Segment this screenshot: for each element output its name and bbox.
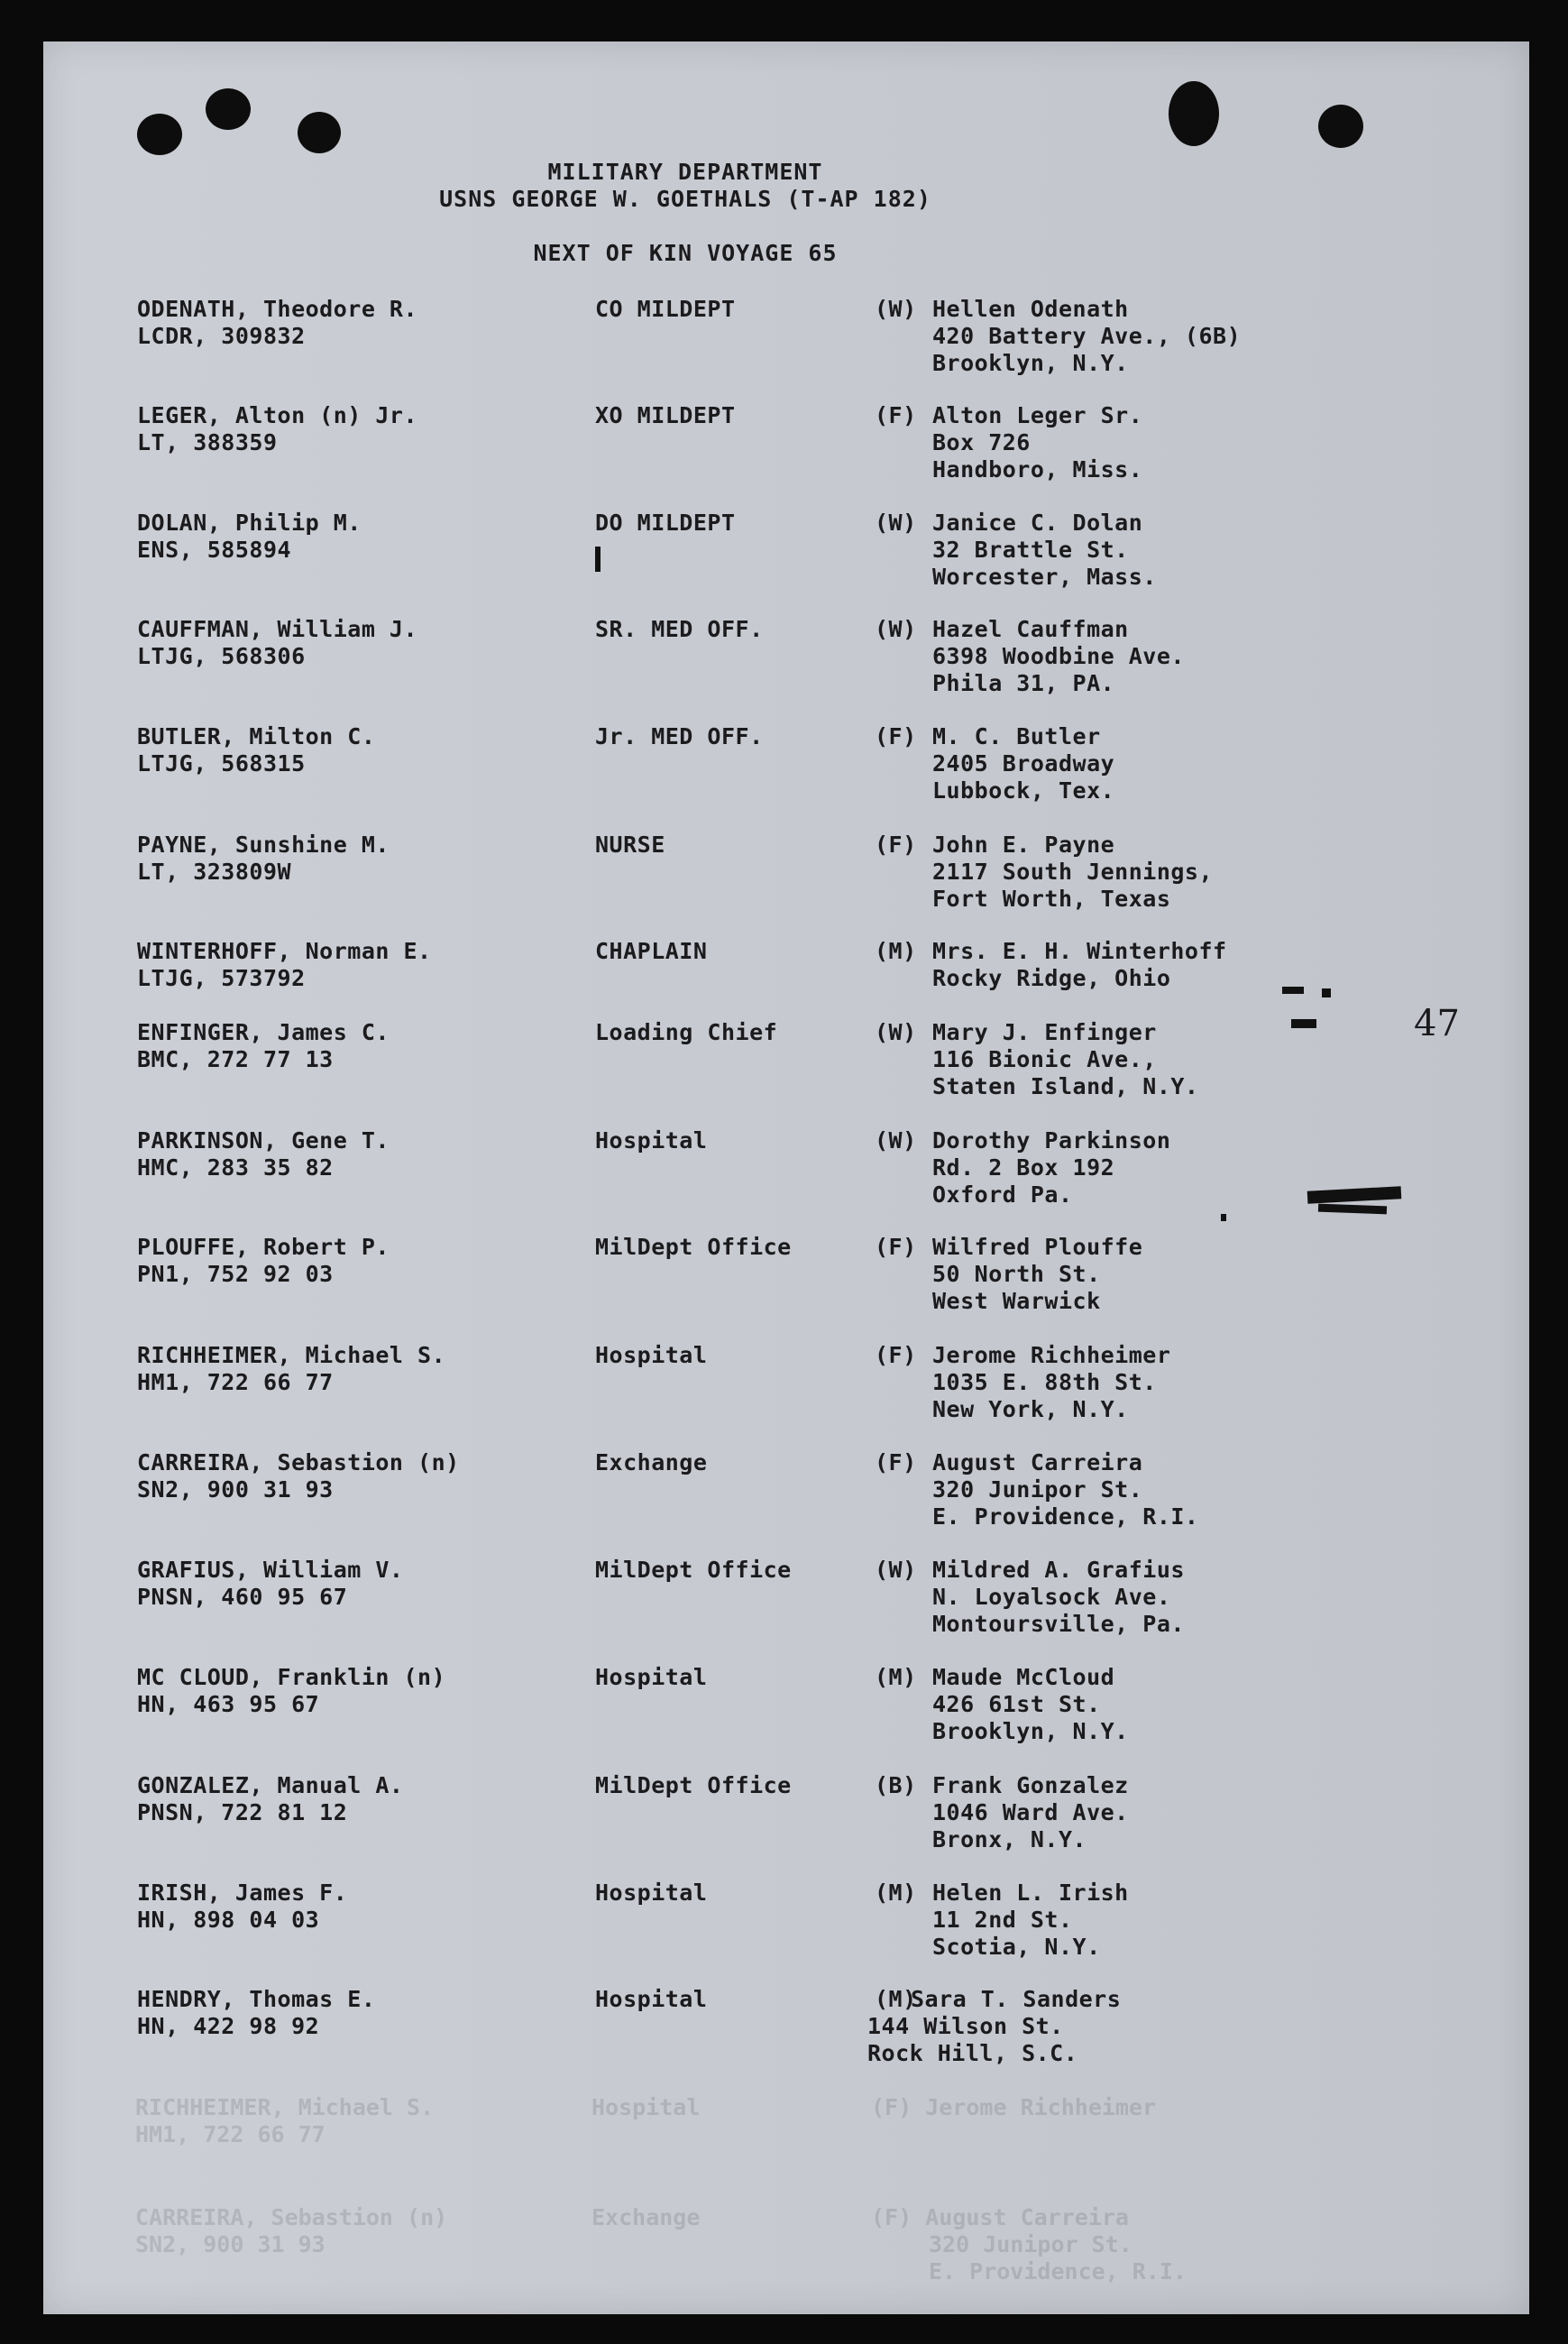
kin-address: 2405 Broadway — [932, 750, 1115, 777]
kin-name: Helen L. Irish — [932, 1880, 1129, 1906]
kin-name: Hellen Odenath — [932, 296, 1129, 322]
relation-code: (W) — [875, 616, 917, 642]
ink-mark — [595, 547, 601, 572]
member-rank: BMC, 272 77 13 — [137, 1046, 334, 1072]
kin-name: Janice C. Dolan — [932, 510, 1143, 536]
kin-city: Montoursville, Pa. — [932, 1611, 1185, 1637]
relation-code: (W) — [875, 1127, 917, 1154]
relation-code: (F) — [875, 402, 917, 428]
member-role: Hospital — [595, 1880, 708, 1906]
member-name: ENFINGER, James C. — [137, 1019, 390, 1045]
member-role: CHAPLAIN — [595, 938, 708, 964]
header-voyage: NEXT OF KIN VOYAGE 65 — [533, 240, 838, 266]
record-row — [0, 1986, 1568, 2076]
kin-address: 426 61st St. — [932, 1691, 1101, 1717]
kin-address: 1046 Ward Ave. — [932, 1799, 1129, 1825]
kin-address: 50 North St. — [932, 1261, 1101, 1287]
relation-code: (F) — [875, 1342, 917, 1368]
punch-hole — [137, 114, 182, 155]
member-name: GONZALEZ, Manual A. — [137, 1772, 404, 1798]
kin-city: Lubbock, Tex. — [932, 777, 1115, 804]
bleed-through-text: SN2, 900 31 93 — [135, 2231, 326, 2257]
kin-address: 116 Bionic Ave., — [932, 1046, 1157, 1072]
member-role: Jr. MED OFF. — [595, 723, 764, 749]
kin-name: Dorothy Parkinson — [932, 1127, 1171, 1154]
kin-address: Rd. 2 Box 192 — [932, 1154, 1115, 1181]
kin-city: West Warwick — [932, 1288, 1101, 1314]
kin-city: Bronx, N.Y. — [932, 1826, 1087, 1852]
record-row — [0, 1772, 1568, 1862]
member-role: MilDept Office — [595, 1557, 792, 1583]
kin-address: Box 726 — [932, 429, 1031, 455]
member-role: XO MILDEPT — [595, 402, 736, 428]
relation-code: (M) — [875, 938, 917, 964]
member-name: WINTERHOFF, Norman E. — [137, 938, 432, 964]
member-name: PLOUFFE, Robert P. — [137, 1234, 390, 1260]
bleed-through-text: Hospital — [591, 2094, 701, 2120]
kin-name: Mildred A. Grafius — [932, 1557, 1185, 1583]
record-row — [0, 1449, 1568, 1540]
relation-code: (W) — [875, 296, 917, 322]
kin-name: Hazel Cauffman — [932, 616, 1129, 642]
kin-address: 1035 E. 88th St. — [932, 1369, 1157, 1395]
member-role: Loading Chief — [595, 1019, 778, 1045]
member-name: IRISH, James F. — [137, 1880, 348, 1906]
kin-address: 320 Junipor St. — [932, 1476, 1143, 1503]
kin-address: 11 2nd St. — [932, 1907, 1073, 1933]
kin-city: Brooklyn, N.Y. — [932, 350, 1129, 376]
member-rank: LTJG, 573792 — [137, 965, 306, 991]
member-name: DOLAN, Philip M. — [137, 510, 362, 536]
member-name: LEGER, Alton (n) Jr. — [137, 402, 418, 428]
kin-address: 32 Brattle St. — [932, 537, 1129, 563]
bleed-through-text: RICHHEIMER, Michael S. — [135, 2094, 435, 2120]
kin-name: Maude McCloud — [932, 1664, 1115, 1690]
kin-city: New York, N.Y. — [932, 1396, 1129, 1422]
member-role: Hospital — [595, 1127, 708, 1154]
record-row — [0, 296, 1568, 386]
kin-city: Oxford Pa. — [932, 1181, 1073, 1208]
bleed-through-text: E. Providence, R.I. — [929, 2258, 1187, 2284]
kin-city: Phila 31, PA. — [932, 670, 1115, 696]
ink-mark — [1221, 1214, 1226, 1221]
ink-mark — [1322, 988, 1331, 997]
member-rank: PNSN, 722 81 12 — [137, 1799, 348, 1825]
record-row — [0, 510, 1568, 600]
kin-city: Worcester, Mass. — [932, 564, 1157, 590]
punch-hole — [1318, 105, 1363, 148]
kin-city: Fort Worth, Texas — [932, 886, 1171, 912]
member-name: HENDRY, Thomas E. — [137, 1986, 376, 2012]
member-rank: LCDR, 309832 — [137, 323, 306, 349]
record-row — [0, 938, 1568, 1028]
kin-name: Sara T. Sanders — [911, 1986, 1122, 2012]
bleed-through-text: Exchange — [591, 2204, 701, 2230]
member-rank: PNSN, 460 95 67 — [137, 1584, 348, 1610]
relation-code: (F) — [875, 832, 917, 858]
kin-address: 2117 South Jennings, — [932, 859, 1214, 885]
record-row — [0, 616, 1568, 706]
member-role: Hospital — [595, 1342, 708, 1368]
record-row — [0, 402, 1568, 492]
member-rank: LT, 323809W — [137, 859, 292, 885]
kin-city: Rock Hill, S.C. — [867, 2040, 1078, 2066]
member-rank: LT, 388359 — [137, 429, 278, 455]
member-role: NURSE — [595, 832, 665, 858]
kin-name: Jerome Richheimer — [932, 1342, 1171, 1368]
member-rank: ENS, 585894 — [137, 537, 292, 563]
kin-city: E. Providence, R.I. — [932, 1503, 1199, 1530]
member-role: MilDept Office — [595, 1772, 792, 1798]
kin-address: Rocky Ridge, Ohio — [932, 965, 1171, 991]
member-rank: HN, 422 98 92 — [137, 2013, 320, 2039]
record-row — [0, 1019, 1568, 1109]
member-rank: LTJG, 568315 — [137, 750, 306, 777]
relation-code: (F) — [875, 1234, 917, 1260]
relation-code: (M) — [875, 1664, 917, 1690]
member-name: ODENATH, Theodore R. — [137, 296, 418, 322]
member-name: MC CLOUD, Franklin (n) — [137, 1664, 446, 1690]
member-role: Hospital — [595, 1664, 708, 1690]
member-name: CARREIRA, Sebastion (n) — [137, 1449, 460, 1475]
page-number: 47 — [1414, 1003, 1460, 1044]
member-role: SR. MED OFF. — [595, 616, 764, 642]
punch-hole — [206, 88, 251, 130]
relation-code: (W) — [875, 1019, 917, 1045]
bleed-through-text: (F) August Carreira — [871, 2204, 1129, 2230]
member-rank: HN, 898 04 03 — [137, 1907, 320, 1933]
bleed-through-text: CARREIRA, Sebastion (n) — [135, 2204, 448, 2230]
kin-address: 144 Wilson St. — [867, 2013, 1064, 2039]
ink-mark — [1291, 1019, 1316, 1028]
kin-name: Frank Gonzalez — [932, 1772, 1129, 1798]
kin-name: Wilfred Plouffe — [932, 1234, 1143, 1260]
relation-code: (M) — [875, 1986, 917, 2012]
kin-city: Staten Island, N.Y. — [932, 1073, 1199, 1099]
relation-code: (M) — [875, 1880, 917, 1906]
kin-city: Brooklyn, N.Y. — [932, 1718, 1129, 1744]
kin-name: August Carreira — [932, 1449, 1143, 1475]
header-ship: USNS GEORGE W. GOETHALS (T-AP 182) — [439, 186, 931, 212]
header-department: MILITARY DEPARTMENT — [547, 159, 823, 185]
bleed-through-text: HM1, 722 66 77 — [135, 2121, 326, 2147]
member-role: Exchange — [595, 1449, 708, 1475]
member-role: CO MILDEPT — [595, 296, 736, 322]
member-name: GRAFIUS, William V. — [137, 1557, 404, 1583]
record-row — [0, 723, 1568, 814]
record-row — [0, 832, 1568, 922]
member-name: PARKINSON, Gene T. — [137, 1127, 390, 1154]
kin-name: Mrs. E. H. Winterhoff — [932, 938, 1227, 964]
ink-mark — [1282, 987, 1304, 994]
kin-name: Mary J. Enfinger — [932, 1019, 1157, 1045]
member-name: PAYNE, Sunshine M. — [137, 832, 390, 858]
record-row — [0, 1557, 1568, 1647]
punch-hole — [1169, 81, 1219, 146]
relation-code: (B) — [875, 1772, 917, 1798]
kin-city: Handboro, Miss. — [932, 456, 1143, 483]
kin-address: 6398 Woodbine Ave. — [932, 643, 1185, 669]
member-rank: HN, 463 95 67 — [137, 1691, 320, 1717]
member-rank: SN2, 900 31 93 — [137, 1476, 334, 1503]
relation-code: (W) — [875, 510, 917, 536]
member-rank: HM1, 722 66 77 — [137, 1369, 334, 1395]
bleed-through-text: (F) Jerome Richheimer — [871, 2094, 1157, 2120]
relation-code: (W) — [875, 1557, 917, 1583]
kin-name: John E. Payne — [932, 832, 1115, 858]
record-row — [0, 1342, 1568, 1432]
kin-address: 420 Battery Ave., (6B) — [932, 323, 1242, 349]
member-name: CAUFFMAN, William J. — [137, 616, 418, 642]
kin-city: Scotia, N.Y. — [932, 1934, 1101, 1960]
member-role: DO MILDEPT — [595, 510, 736, 536]
member-name: BUTLER, Milton C. — [137, 723, 376, 749]
kin-name: M. C. Butler — [932, 723, 1101, 749]
kin-address: N. Loyalsock Ave. — [932, 1584, 1171, 1610]
relation-code: (F) — [875, 1449, 917, 1475]
relation-code: (F) — [875, 723, 917, 749]
member-role: Hospital — [595, 1986, 708, 2012]
member-name: RICHHEIMER, Michael S. — [137, 1342, 446, 1368]
member-rank: PN1, 752 92 03 — [137, 1261, 334, 1287]
member-role: MilDept Office — [595, 1234, 792, 1260]
record-row — [0, 1234, 1568, 1324]
member-rank: LTJG, 568306 — [137, 643, 306, 669]
member-rank: HMC, 283 35 82 — [137, 1154, 334, 1181]
bleed-through-text: 320 Junipor St. — [929, 2231, 1132, 2257]
punch-hole — [298, 112, 341, 153]
record-row — [0, 1880, 1568, 1970]
kin-name: Alton Leger Sr. — [932, 402, 1143, 428]
record-row — [0, 1664, 1568, 1754]
